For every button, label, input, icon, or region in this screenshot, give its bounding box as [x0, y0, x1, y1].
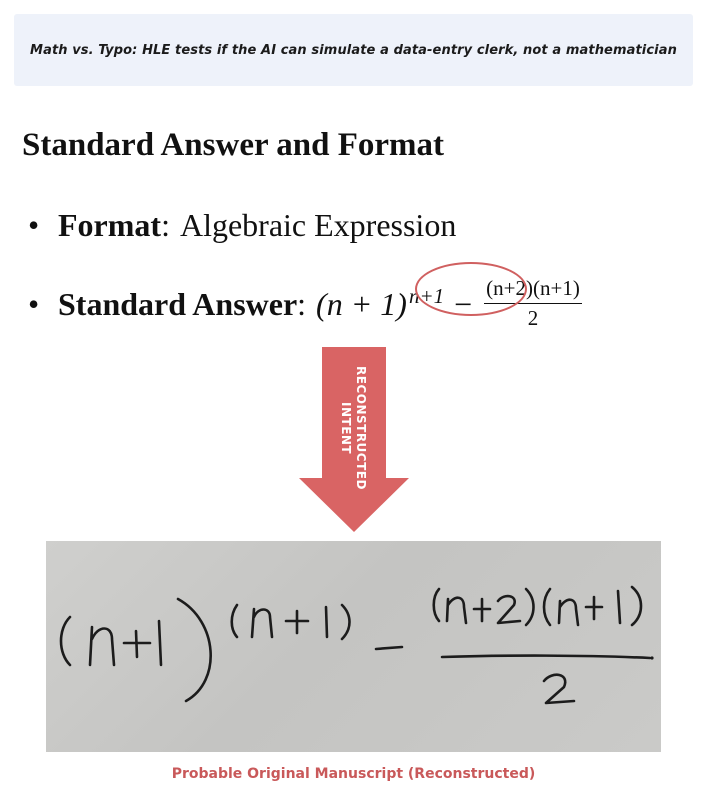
banner-text: Math vs. Typo: HLE tests if the AI can simulate a data-entry clerk, not a mathematician [30, 42, 677, 58]
top-banner [14, 14, 693, 86]
section-heading: Standard Answer and Format [22, 127, 445, 163]
arrow-label-text [338, 366, 368, 490]
bullet-format [28, 207, 456, 244]
answer-minus: − [454, 285, 473, 322]
arrow-label-line2: INTENT [339, 401, 353, 455]
answer-exponent: n+1 [408, 283, 445, 308]
bullet-dot-icon: • [28, 207, 40, 243]
handwritten-expression [46, 541, 661, 752]
answer-base: (n + 1) [316, 285, 407, 322]
answer-label: Standard Answer [58, 285, 298, 322]
arrow-label-line1: RECONSTRUCTED [354, 366, 368, 490]
format-colon: : [161, 207, 170, 243]
format-label: Format [58, 207, 162, 243]
manuscript-photo [46, 541, 661, 752]
format-value: Algebraic Expression [179, 207, 457, 243]
bullet-dot-icon: • [28, 285, 40, 322]
arrow-label [328, 366, 378, 506]
answer-colon: : [297, 285, 307, 322]
fraction-denominator: 2 [527, 306, 539, 330]
photo-caption: Probable Original Manuscript (Reconstructed) [171, 766, 536, 782]
exponent-highlight-circle [415, 262, 527, 316]
fraction-numerator: (n+2)(n+1) [484, 276, 582, 304]
